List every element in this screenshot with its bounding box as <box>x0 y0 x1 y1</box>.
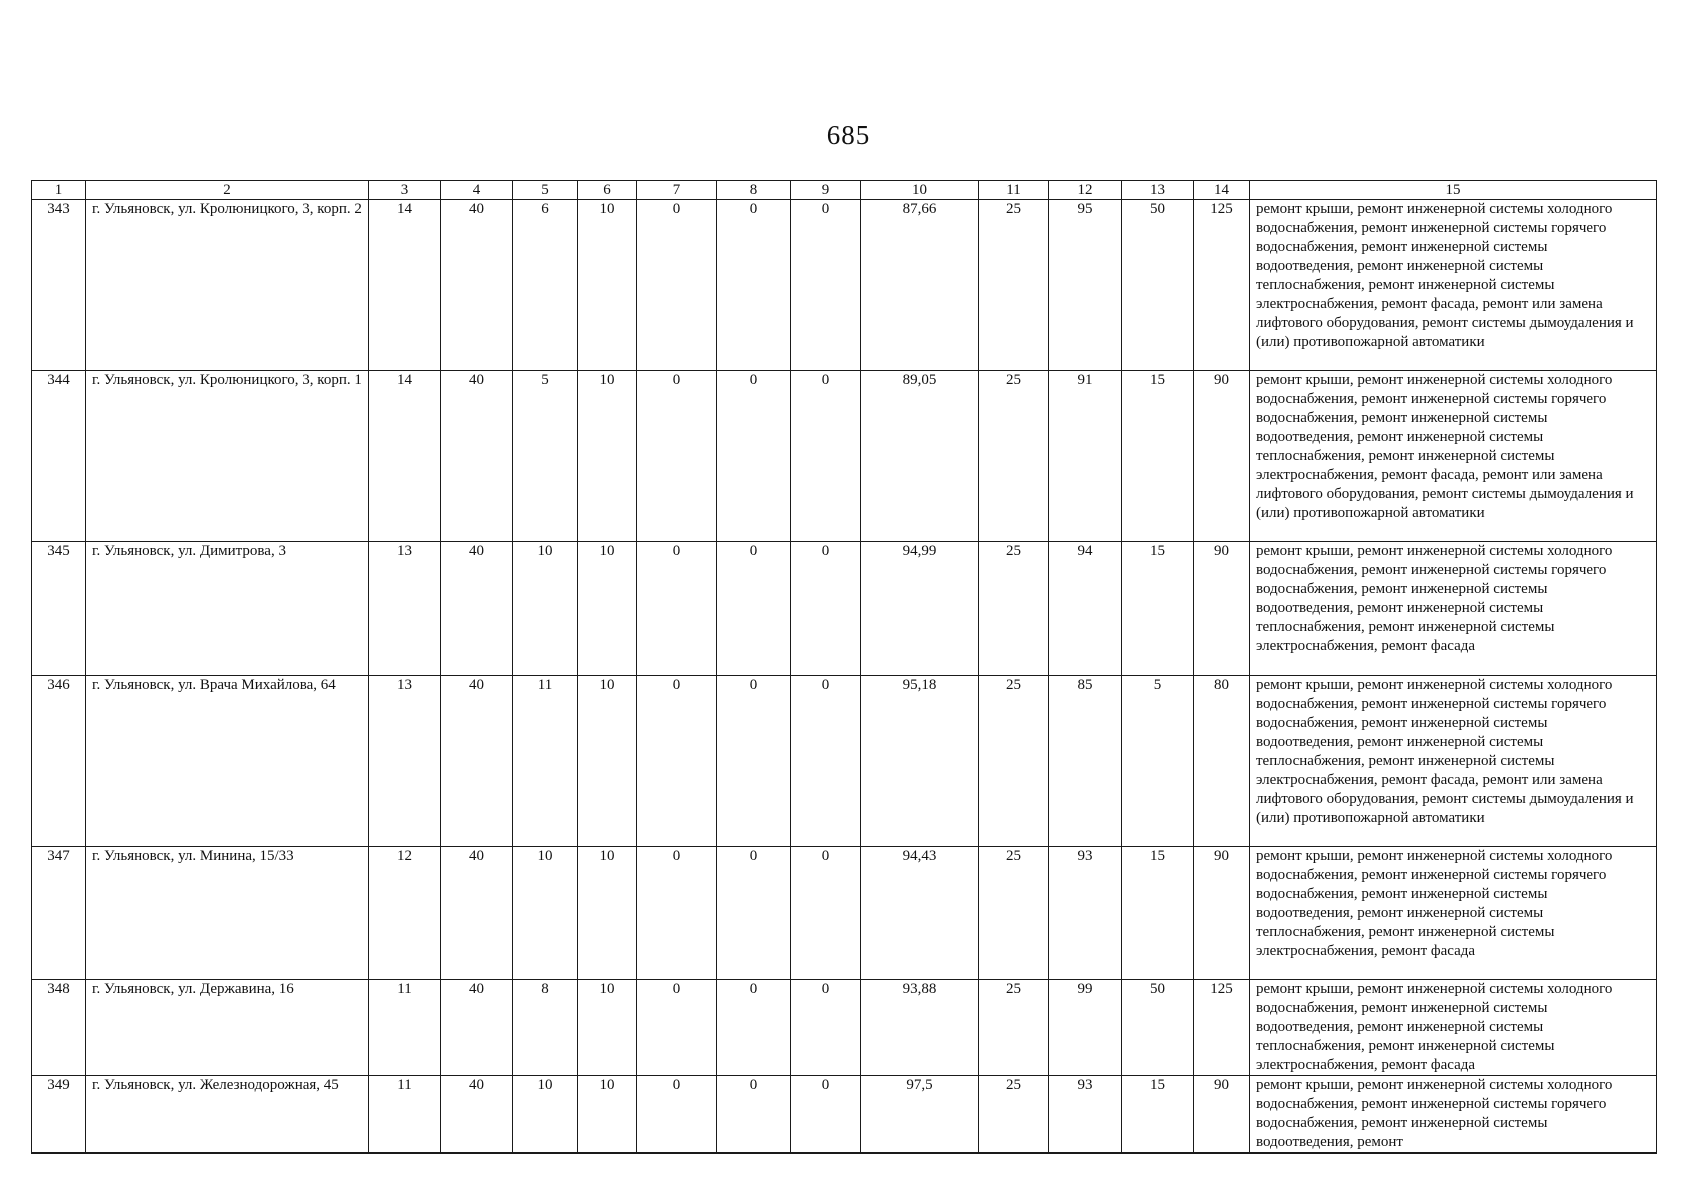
value-cell: 25 <box>979 980 1049 1076</box>
address-cell: г. Ульяновск, ул. Кролюницкого, 3, корп. 1 <box>86 371 369 542</box>
value-cell: 0 <box>637 200 717 371</box>
value-cell: 10 <box>513 542 578 676</box>
repair-works-cell: ремонт крыши, ремонт инженерной системы холодного водоснабжения, ремонт инженерной системы водоотведения, ремонт инженерной системы теплоснабжения, ремонт инженерной системы электроснабжения, ремонт фасада <box>1250 980 1657 1076</box>
value-cell: 40 <box>441 980 513 1076</box>
table-row <box>32 542 1657 676</box>
value-cell: 11 <box>369 980 441 1076</box>
value-cell: 0 <box>791 847 861 980</box>
value-cell: 8 <box>513 980 578 1076</box>
address-cell: г. Ульяновск, ул. Минина, 15/33 <box>86 847 369 980</box>
value-cell: 125 <box>1194 980 1250 1076</box>
column-number-cell: 4 <box>441 181 513 200</box>
value-cell: 40 <box>441 200 513 371</box>
value-cell: 0 <box>791 980 861 1076</box>
value-cell: 94 <box>1049 542 1122 676</box>
value-cell: 97,5 <box>861 1076 979 1154</box>
table-row <box>32 980 1657 1076</box>
value-cell: 10 <box>578 847 637 980</box>
column-number-cell: 8 <box>717 181 791 200</box>
value-cell: 10 <box>578 200 637 371</box>
table-row <box>32 200 1657 371</box>
column-number-cell: 10 <box>861 181 979 200</box>
value-cell: 25 <box>979 371 1049 542</box>
value-cell: 15 <box>1122 1076 1194 1154</box>
value-cell: 15 <box>1122 542 1194 676</box>
value-cell: 15 <box>1122 371 1194 542</box>
value-cell: 25 <box>979 1076 1049 1154</box>
value-cell: 40 <box>441 1076 513 1154</box>
table-row <box>32 847 1657 980</box>
row-number: 347 <box>32 847 86 980</box>
value-cell: 0 <box>717 200 791 371</box>
value-cell: 90 <box>1194 542 1250 676</box>
value-cell: 0 <box>717 542 791 676</box>
address-cell: г. Ульяновск, ул. Врача Михайлова, 64 <box>86 676 369 847</box>
column-number-cell: 1 <box>32 181 86 200</box>
row-number: 349 <box>32 1076 86 1154</box>
value-cell: 5 <box>513 371 578 542</box>
table-row <box>32 1076 1657 1154</box>
value-cell: 10 <box>578 371 637 542</box>
value-cell: 10 <box>578 542 637 676</box>
value-cell: 40 <box>441 371 513 542</box>
value-cell: 80 <box>1194 676 1250 847</box>
value-cell: 0 <box>791 542 861 676</box>
value-cell: 10 <box>513 847 578 980</box>
value-cell: 91 <box>1049 371 1122 542</box>
column-number-cell: 11 <box>979 181 1049 200</box>
repair-works-cell: ремонт крыши, ремонт инженерной системы холодного водоснабжения, ремонт инженерной системы горячего водоснабжения, ремонт инженерной системы водоотведения, ремонт инженерной системы теплоснабжения, ремонт инженерной системы электроснабжения, ремонт фасада <box>1250 847 1657 980</box>
value-cell: 0 <box>717 980 791 1076</box>
value-cell: 11 <box>513 676 578 847</box>
repair-works-cell: ремонт крыши, ремонт инженерной системы холодного водоснабжения, ремонт инженерной системы горячего водоснабжения, ремонт инженерной системы водоотведения, ремонт <box>1250 1076 1657 1154</box>
value-cell: 25 <box>979 676 1049 847</box>
value-cell: 89,05 <box>861 371 979 542</box>
row-number: 343 <box>32 200 86 371</box>
column-number-cell: 6 <box>578 181 637 200</box>
value-cell: 10 <box>578 980 637 1076</box>
page-number: 685 <box>826 120 871 150</box>
value-cell: 87,66 <box>861 200 979 371</box>
table-row <box>32 676 1657 847</box>
row-number: 348 <box>32 980 86 1076</box>
value-cell: 25 <box>979 200 1049 371</box>
value-cell: 0 <box>791 371 861 542</box>
value-cell: 6 <box>513 200 578 371</box>
value-cell: 0 <box>791 200 861 371</box>
value-cell: 0 <box>717 847 791 980</box>
value-cell: 13 <box>369 542 441 676</box>
value-cell: 12 <box>369 847 441 980</box>
column-number-cell: 3 <box>369 181 441 200</box>
column-number-cell: 7 <box>637 181 717 200</box>
value-cell: 13 <box>369 676 441 847</box>
value-cell: 0 <box>791 676 861 847</box>
repair-works-cell: ремонт крыши, ремонт инженерной системы холодного водоснабжения, ремонт инженерной системы горячего водоснабжения, ремонт инженерной системы водоотведения, ремонт инженерной системы теплоснабжения, ремонт инженерной системы электроснабжения, ремонт фасада, ремонт или замена лифтового оборудования, ремонт системы дымоудаления и (или) противопожарной автоматики <box>1250 676 1657 847</box>
column-number-cell: 14 <box>1194 181 1250 200</box>
value-cell: 95,18 <box>861 676 979 847</box>
column-number-cell: 2 <box>86 181 369 200</box>
value-cell: 0 <box>791 1076 861 1154</box>
row-number: 344 <box>32 371 86 542</box>
value-cell: 0 <box>717 1076 791 1154</box>
value-cell: 0 <box>717 371 791 542</box>
value-cell: 95 <box>1049 200 1122 371</box>
value-cell: 0 <box>637 980 717 1076</box>
value-cell: 14 <box>369 200 441 371</box>
value-cell: 15 <box>1122 847 1194 980</box>
value-cell: 90 <box>1194 1076 1250 1154</box>
row-number: 345 <box>32 542 86 676</box>
column-number-row <box>32 181 1657 200</box>
value-cell: 50 <box>1122 200 1194 371</box>
value-cell: 40 <box>441 676 513 847</box>
repair-works-cell: ремонт крыши, ремонт инженерной системы холодного водоснабжения, ремонт инженерной системы горячего водоснабжения, ремонт инженерной системы водоотведения, ремонт инженерной системы теплоснабжения, ремонт инженерной системы электроснабжения, ремонт фасада, ремонт или замена лифтового оборудования, ремонт системы дымоудаления и (или) противопожарной автоматики <box>1250 371 1657 542</box>
value-cell: 90 <box>1194 371 1250 542</box>
value-cell: 93 <box>1049 847 1122 980</box>
value-cell: 25 <box>979 542 1049 676</box>
value-cell: 94,43 <box>861 847 979 980</box>
value-cell: 99 <box>1049 980 1122 1076</box>
value-cell: 90 <box>1194 847 1250 980</box>
value-cell: 40 <box>441 847 513 980</box>
address-cell: г. Ульяновск, ул. Кролюницкого, 3, корп. 2 <box>86 200 369 371</box>
column-number-cell: 12 <box>1049 181 1122 200</box>
value-cell: 93 <box>1049 1076 1122 1154</box>
column-number-cell: 9 <box>791 181 861 200</box>
repair-works-cell: ремонт крыши, ремонт инженерной системы холодного водоснабжения, ремонт инженерной системы горячего водоснабжения, ремонт инженерной системы водоотведения, ремонт инженерной системы теплоснабжения, ремонт инженерной системы электроснабжения, ремонт фасада <box>1250 542 1657 676</box>
value-cell: 0 <box>637 676 717 847</box>
value-cell: 93,88 <box>861 980 979 1076</box>
value-cell: 0 <box>637 542 717 676</box>
value-cell: 5 <box>1122 676 1194 847</box>
value-cell: 0 <box>637 371 717 542</box>
column-number-cell: 13 <box>1122 181 1194 200</box>
value-cell: 10 <box>513 1076 578 1154</box>
value-cell: 0 <box>717 676 791 847</box>
column-number-cell: 15 <box>1250 181 1657 200</box>
address-cell: г. Ульяновск, ул. Железнодорожная, 45 <box>86 1076 369 1154</box>
value-cell: 125 <box>1194 200 1250 371</box>
value-cell: 0 <box>637 847 717 980</box>
house-registry-table <box>31 180 1657 1154</box>
address-cell: г. Ульяновск, ул. Державина, 16 <box>86 980 369 1076</box>
value-cell: 25 <box>979 847 1049 980</box>
value-cell: 50 <box>1122 980 1194 1076</box>
repair-works-cell: ремонт крыши, ремонт инженерной системы холодного водоснабжения, ремонт инженерной системы горячего водоснабжения, ремонт инженерной системы водоотведения, ремонт инженерной системы теплоснабжения, ремонт инженерной системы электроснабжения, ремонт фасада, ремонт или замена лифтового оборудования, ремонт системы дымоудаления и (или) противопожарной автоматики <box>1250 200 1657 371</box>
value-cell: 0 <box>637 1076 717 1154</box>
value-cell: 85 <box>1049 676 1122 847</box>
value-cell: 14 <box>369 371 441 542</box>
value-cell: 11 <box>369 1076 441 1154</box>
value-cell: 94,99 <box>861 542 979 676</box>
table-row <box>32 371 1657 542</box>
value-cell: 10 <box>578 676 637 847</box>
value-cell: 10 <box>578 1076 637 1154</box>
address-cell: г. Ульяновск, ул. Димитрова, 3 <box>86 542 369 676</box>
value-cell: 40 <box>441 542 513 676</box>
column-number-cell: 5 <box>513 181 578 200</box>
row-number: 346 <box>32 676 86 847</box>
